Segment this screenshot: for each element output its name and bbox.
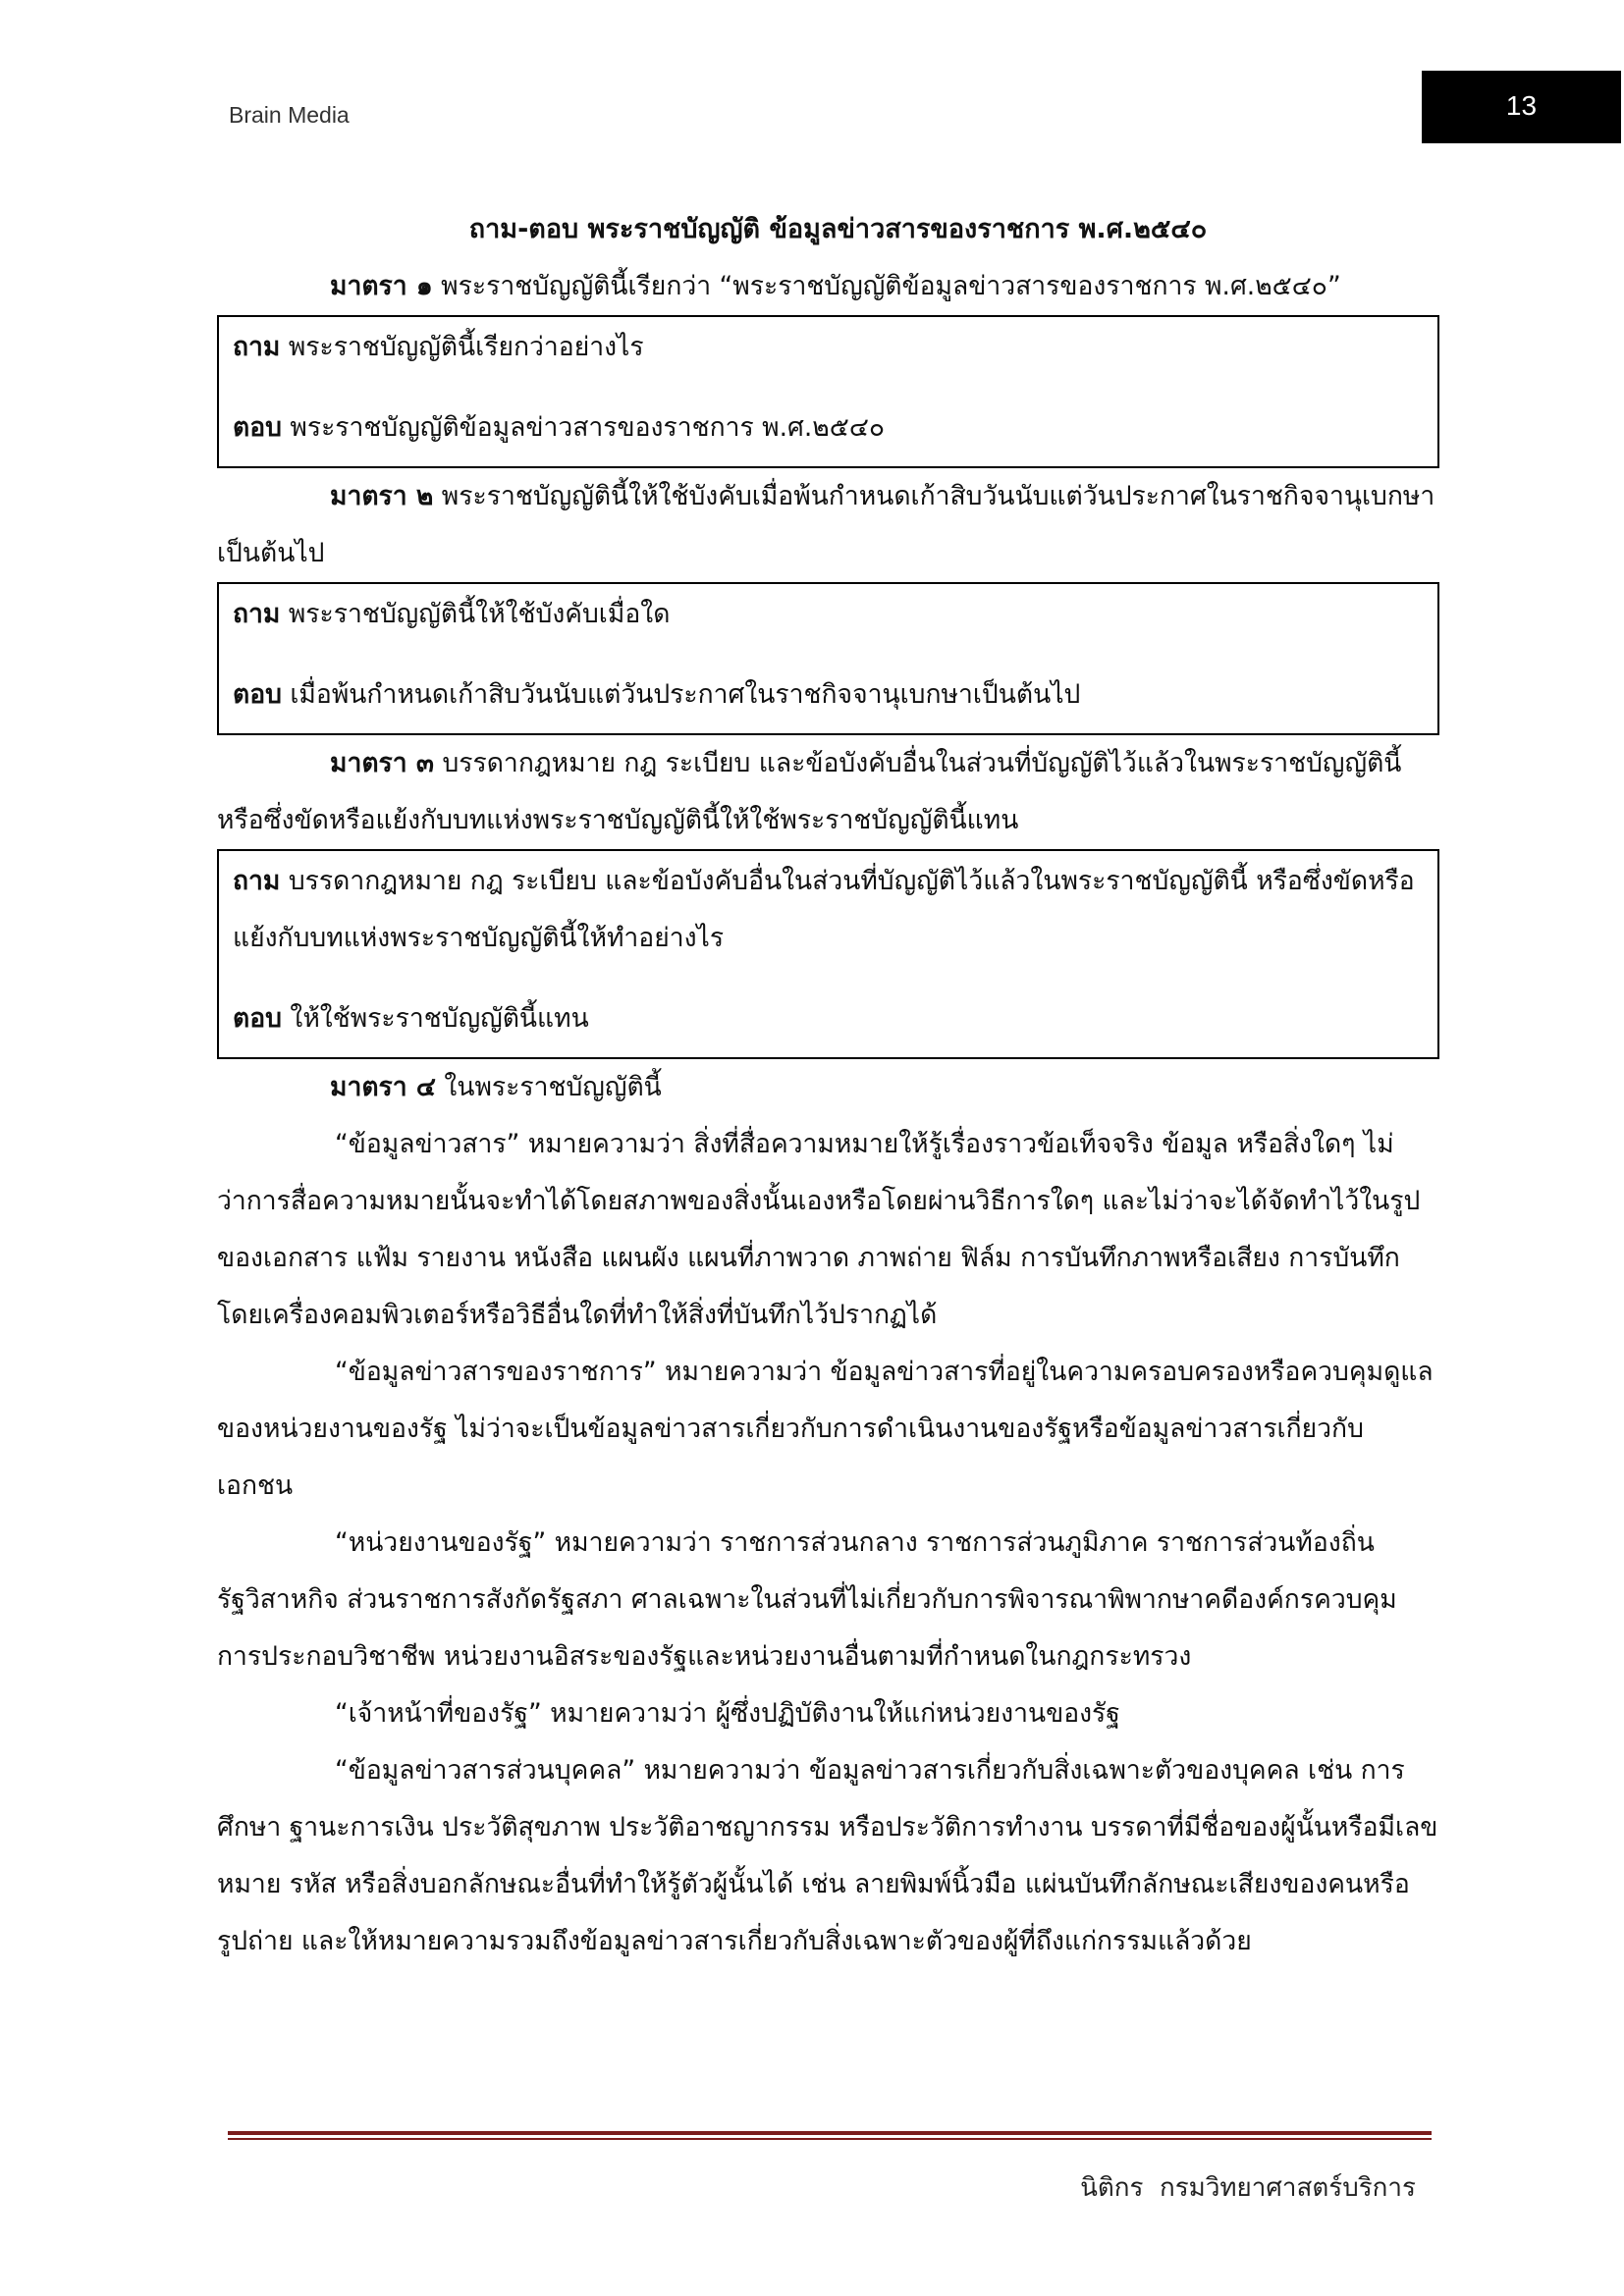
- page-number: 13: [1505, 90, 1538, 121]
- section-1-text: พระราชบัญญัตินี้เรียกว่า “พระราชบัญญัติข้อมูลข่าวสารของราชการ พ.ศ.๒๕๔๐”: [432, 271, 1341, 301]
- question-3-text: บรรดากฎหมาย กฎ ระเบียบ และข้อบังคับอื่นในส่วนที่บัญญัติไว้แล้วในพระราชบัญญัตินี้ หรือซึ่งขัดหรือแย้งกับบทแห่งพระราชบัญญัตินี้ให้ทำอย่างไร: [233, 866, 1415, 953]
- section-2-label: มาตรา ๒: [330, 481, 434, 511]
- definition-information: “ข้อมูลข่าวสาร” หมายความว่า สิ่งที่สื่อความหมายให้รู้เรื่องราวข้อเท็จจริง ข้อมูล หรือสิ่งใดๆ ไม่ว่าการสื่อความหมายนั้นจะทำได้โดยสภาพของสิ่งนั้นเองหรือโดยผ่านวิธีการใดๆ และไม่ว่าจะได้จัดทำไว้ในรูปของเอกสาร แฟ้ม รายงาน หนังสือ แผนผัง แผนที่ภาพวาด ภาพถ่าย ฟิล์ม การบันทึกภาพหรือเสียง การบันทึกโดยเครื่องคอมพิวเตอร์หรือวิธีอื่นใดที่ทำให้สิ่งที่บันทึกไว้ปรากฏได้: [217, 1129, 1421, 1330]
- question-3: [233, 853, 1428, 967]
- section-3-label: มาตรา ๓: [330, 748, 435, 778]
- answer-2-text: เมื่อพ้นกำหนดเก้าสิบวันนับแต่วันประกาศในราชกิจจานุเบกษาเป็นต้นไป: [281, 679, 1081, 710]
- question-3-label: ถาม: [233, 866, 281, 896]
- footer-rule: [228, 2131, 1432, 2135]
- question-1-label: ถาม: [233, 332, 281, 362]
- question-2-label: ถาม: [233, 599, 281, 629]
- definition-state-official: “เจ้าหน้าที่ของรัฐ” หมายความว่า ผู้ซึ่งปฏิบัติงานให้แก่หน่วยงานของรัฐ: [335, 1698, 1120, 1729]
- definition-state-agency: “หน่วยงานของรัฐ” หมายความว่า ราชการส่วนกลาง ราชการส่วนภูมิภาค ราชการส่วนท้องถิ่น รัฐวิสาหกิจ ส่วนราชการสังกัดรัฐสภา ศาลเฉพาะในส่วนที่ไม่เกี่ยวกับการพิจารณาพิพากษาคดีองค์กรควบคุมการประกอบวิชาชีพ หน่วยงานอิสระของรัฐและหน่วยงานอื่นตามที่กำหนดในกฎกระทรวง: [217, 1527, 1397, 1672]
- section-1-label: มาตรา ๑: [330, 271, 433, 301]
- question-2-text: พระราชบัญญัตินี้ให้ใช้บังคับเมื่อใด: [280, 599, 671, 629]
- question-1: [233, 319, 1428, 376]
- section-3: [217, 735, 1439, 849]
- section-3-text: บรรดากฎหมาย กฎ ระเบียบ และข้อบังคับอื่นในส่วนที่บัญญัติไว้แล้วในพระราชบัญญัตินี้ หรือซึ่งขัดหรือแย้งกับบทแห่งพระราชบัญญัตินี้ให้ใช้พระราชบัญญัตินี้แทน: [217, 748, 1402, 835]
- section-2-text: พระราชบัญญัตินี้ให้ใช้บังคับเมื่อพ้นกำหนดเก้าสิบวันนับแต่วันประกาศในราชกิจจานุเบกษาเป็นต้นไป: [217, 481, 1435, 568]
- section-2: [217, 468, 1439, 582]
- question-1-text: พระราชบัญญัตินี้เรียกว่าอย่างไร: [280, 332, 644, 362]
- qa-box-3: [217, 849, 1439, 1059]
- document-body: [217, 201, 1439, 1970]
- definition-personal-information: “ข้อมูลข่าวสารส่วนบุคคล” หมายความว่า ข้อมูลข่าวสารเกี่ยวกับสิ่งเฉพาะตัวของบุคคล เช่น การศึกษา ฐานะการเงิน ประวัติสุขภาพ ประวัติอาชญากรรม หรือประวัติการทำงาน บรรดาที่มีชื่อของผู้นั้นหรือมีเลขหมาย รหัส หรือสิ่งบอกลักษณะอื่นที่ทำให้รู้ตัวผู้นั้นได้ เช่น ลายพิมพ์นิ้วมือ แผ่นบันทึกลักษณะเสียงของคนหรือรูปถ่าย และให้หมายความรวมถึงข้อมูลข่าวสารเกี่ยวกับสิ่งเฉพาะตัวของผู้ที่ถึงแก่กรรมแล้วด้วย: [217, 1755, 1438, 1956]
- answer-3: [233, 990, 1428, 1047]
- definition-official-information: “ข้อมูลข่าวสารของราชการ” หมายความว่า ข้อมูลข่าวสารที่อยู่ในความครอบครองหรือควบคุมดูแลของหน่วยงานของรัฐ ไม่ว่าจะเป็นข้อมูลข่าวสารเกี่ยวกับการดำเนินงานของรัฐหรือข้อมูลข่าวสารเกี่ยวกับเอกชน: [217, 1357, 1434, 1501]
- qa-box-2: [217, 582, 1439, 735]
- section-4-text: ในพระราชบัญญัตินี้: [435, 1072, 662, 1102]
- answer-3-label: ตอบ: [233, 1003, 282, 1034]
- question-2: [233, 586, 1428, 643]
- footer-author: นิติกร กรมวิทยาศาสตร์บริการ: [1080, 2173, 1416, 2203]
- section-4: [217, 1059, 1439, 1116]
- qa-box-1: [217, 315, 1439, 468]
- section-1: [217, 258, 1439, 315]
- footer-rule-thin: [228, 2138, 1432, 2140]
- answer-1-text: พระราชบัญญัติข้อมูลข่าวสารของราชการ พ.ศ.๒๕๔๐: [281, 412, 886, 443]
- answer-1-label: ตอบ: [233, 412, 282, 443]
- answer-1: [233, 400, 1428, 456]
- page-number-box: [1422, 71, 1621, 143]
- section-4-label: มาตรา ๔: [330, 1072, 436, 1102]
- answer-2: [233, 667, 1428, 723]
- document-title: ถาม-ตอบ พระราชบัญญัติ ข้อมูลข่าวสารของราชการ พ.ศ.๒๕๔๐: [468, 214, 1208, 244]
- answer-3-text: ให้ใช้พระราชบัญญัตินี้แทน: [281, 1003, 589, 1034]
- brand-name: Brain Media: [229, 102, 350, 128]
- answer-2-label: ตอบ: [233, 679, 282, 710]
